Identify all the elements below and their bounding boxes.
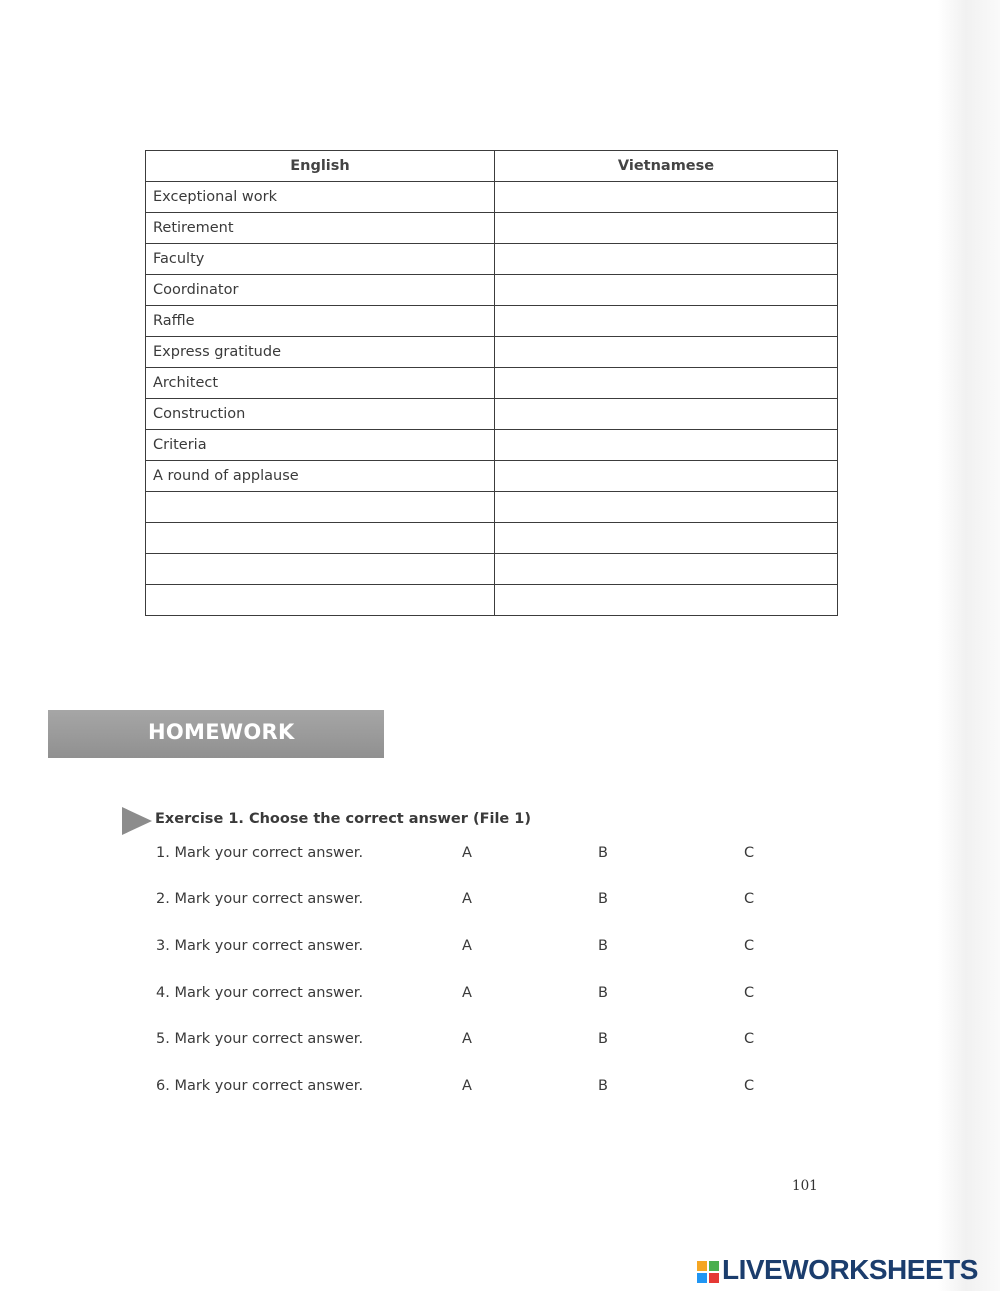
liveworksheets-wordmark: LIVEWORKSHEETS: [722, 1254, 978, 1285]
question-text: 1. Mark your correct answer.: [156, 845, 364, 861]
header-english: English: [146, 151, 495, 182]
page-number: 101: [792, 1178, 818, 1194]
english-term: Coordinator: [146, 275, 495, 306]
vietnamese-answer-cell[interactable]: [495, 306, 838, 337]
vietnamese-answer-cell[interactable]: [495, 213, 838, 244]
option-b[interactable]: B: [598, 1078, 608, 1094]
option-a[interactable]: A: [462, 938, 472, 954]
table-row: [146, 585, 838, 616]
header-vietnamese: Vietnamese: [495, 151, 838, 182]
vietnamese-answer-cell[interactable]: [495, 461, 838, 492]
vietnamese-answer-cell[interactable]: [495, 244, 838, 275]
table-row: [146, 306, 838, 337]
table-row: [146, 275, 838, 306]
exercise-title: Exercise 1. Choose the correct answer (File 1): [155, 811, 532, 827]
question-row: [0, 1031, 1000, 1053]
option-c[interactable]: C: [744, 1031, 755, 1047]
english-blank-cell[interactable]: [146, 492, 495, 523]
vietnamese-answer-cell[interactable]: [495, 399, 838, 430]
option-c[interactable]: C: [744, 985, 755, 1001]
option-b[interactable]: B: [598, 891, 608, 907]
option-b[interactable]: B: [598, 1031, 608, 1047]
vietnamese-answer-cell[interactable]: [495, 368, 838, 399]
liveworksheets-icon: [697, 1261, 719, 1283]
english-blank-cell[interactable]: [146, 554, 495, 585]
english-term: Criteria: [146, 430, 495, 461]
english-term: Construction: [146, 399, 495, 430]
vietnamese-answer-cell[interactable]: [495, 275, 838, 306]
table-row: [146, 213, 838, 244]
option-a[interactable]: A: [462, 891, 472, 907]
table-row: [146, 368, 838, 399]
vietnamese-answer-cell[interactable]: [495, 182, 838, 213]
question-row: [0, 985, 1000, 1007]
option-a[interactable]: A: [462, 985, 472, 1001]
question-text: 2. Mark your correct answer.: [156, 891, 364, 907]
option-c[interactable]: C: [744, 1078, 755, 1094]
option-b[interactable]: B: [598, 938, 608, 954]
question-row: [0, 891, 1000, 913]
vietnamese-answer-cell[interactable]: [495, 585, 838, 616]
table-row: [146, 182, 838, 213]
question-text: 5. Mark your correct answer.: [156, 1031, 364, 1047]
table-header-row: [146, 151, 838, 182]
table-row: [146, 554, 838, 585]
vocabulary-table: [145, 150, 838, 616]
vietnamese-answer-cell[interactable]: [495, 430, 838, 461]
table-row: [146, 492, 838, 523]
question-text: 6. Mark your correct answer.: [156, 1078, 364, 1094]
english-blank-cell[interactable]: [146, 523, 495, 554]
option-a[interactable]: A: [462, 845, 472, 861]
question-row: [0, 1078, 1000, 1100]
table-row: [146, 337, 838, 368]
option-b[interactable]: B: [598, 845, 608, 861]
english-term: Architect: [146, 368, 495, 399]
option-a[interactable]: A: [462, 1031, 472, 1047]
vietnamese-answer-cell[interactable]: [495, 554, 838, 585]
option-c[interactable]: C: [744, 938, 755, 954]
option-c[interactable]: C: [744, 891, 755, 907]
question-row: [0, 938, 1000, 960]
option-b[interactable]: B: [598, 985, 608, 1001]
vietnamese-answer-cell[interactable]: [495, 523, 838, 554]
table-row: [146, 399, 838, 430]
option-a[interactable]: A: [462, 1078, 472, 1094]
table-row: [146, 244, 838, 275]
question-text: 3. Mark your correct answer.: [156, 938, 364, 954]
english-term: Express gratitude: [146, 337, 495, 368]
english-term: A round of applause: [146, 461, 495, 492]
english-term: Exceptional work: [146, 182, 495, 213]
english-blank-cell[interactable]: [146, 585, 495, 616]
homework-banner: [48, 710, 384, 758]
homework-title: HOMEWORK: [148, 720, 295, 744]
english-term: Faculty: [146, 244, 495, 275]
table-row: [146, 523, 838, 554]
option-c[interactable]: C: [744, 845, 755, 861]
vietnamese-answer-cell[interactable]: [495, 492, 838, 523]
vietnamese-answer-cell[interactable]: [495, 337, 838, 368]
table-row: [146, 430, 838, 461]
arrow-icon: [122, 807, 152, 835]
question-text: 4. Mark your correct answer.: [156, 985, 364, 1001]
english-term: Retirement: [146, 213, 495, 244]
table-row: [146, 461, 838, 492]
question-row: [0, 845, 1000, 867]
english-term: Raffle: [146, 306, 495, 337]
